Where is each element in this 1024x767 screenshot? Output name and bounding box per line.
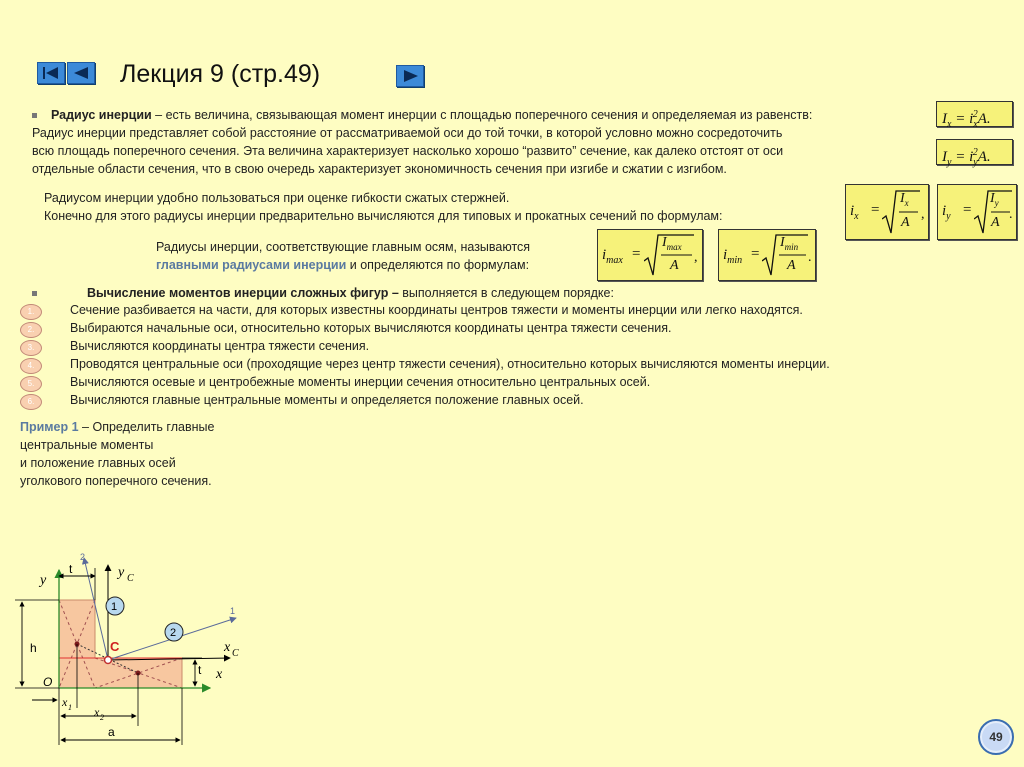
para2-line1: Радиусом инерции удобно пользоваться при оценке гибкости сжатых стержней.: [44, 191, 510, 205]
label-axis1: 1: [230, 606, 236, 616]
label-o: O: [43, 675, 53, 689]
label-t-top: t: [69, 562, 73, 576]
label-t-right: t: [198, 663, 202, 677]
circle2-label: 2: [170, 627, 177, 639]
page-title: Лекция 9 (стр.49): [120, 60, 321, 88]
previous-slide-button[interactable]: [67, 62, 95, 84]
step-text-2: Выбираются начальные оси, относительно которых вычисляются координаты центра тяжести сечения.: [70, 321, 672, 335]
label-x2-sub: 2: [100, 713, 104, 722]
label-y: y: [40, 573, 47, 588]
bullet-icon: [32, 291, 37, 296]
step-text-6: Вычисляются главные центральные моменты и определяется положение главных осей.: [70, 393, 584, 407]
step-button-4[interactable]: 4.: [20, 358, 42, 374]
step-text-4: Проводятся центральные оси (проходящие через центр тяжести сечения), относительно которых вычисляются моменты инерции.: [70, 357, 830, 371]
para1-line1: Радиус инерции – есть величина, связывающая момент инерции с площадью поперечного сечения и определяемая из равенств:: [32, 106, 812, 124]
label-c: C: [110, 639, 120, 654]
page-number-badge: 49: [978, 719, 1014, 755]
label-axis2: 2: [80, 552, 86, 562]
section2-heading: Вычисление моментов инерции сложных фигур – выполняется в следующем порядке:: [32, 284, 614, 302]
para1-line3: всю площадь поперечного сечения. Эта величина характеризует насколько хорошо “развито” сечение, как далеко отстоят от оси: [32, 144, 784, 158]
step-text-5: Вычисляются осевые и центробежные моменты инерции сечения относительно центральных осей.: [70, 375, 651, 389]
label-x: x: [216, 667, 223, 682]
label-x2: x: [94, 705, 100, 719]
label-xc: x: [224, 640, 231, 655]
formula-Iy: $I_y = i_y^2A$.: [936, 139, 1013, 165]
step-button-2[interactable]: 2.: [20, 322, 42, 338]
circle1-label: 1: [111, 601, 118, 613]
example-label: Пример 1: [20, 420, 79, 434]
label-h: h: [30, 641, 37, 655]
triangle-left-icon: [68, 63, 94, 83]
label-x1: x: [62, 695, 68, 709]
triangle-right-icon: [397, 66, 423, 86]
step-text-1: Сечение разбивается на части, для которых известны координаты центров тяжести и моменты инерции или легко находятся.: [70, 303, 803, 317]
step-text-3: Вычисляются координаты центра тяжести сечения.: [70, 339, 370, 353]
next-slide-button[interactable]: [396, 65, 424, 87]
para1-line2: Радиус инерции представляет собой расстояние от рассматриваемой оси до той точки, в которой условно можно сосредоточить: [32, 126, 783, 140]
label-yc: y: [118, 565, 125, 580]
para3-line1: Радиусы инерции, соответствующие главным осям, называются: [156, 240, 531, 254]
label-yc-sub: C: [127, 573, 134, 584]
term-radius: Радиус инерции: [51, 108, 152, 122]
highlight-main-radii: главными радиусами инерции: [156, 258, 347, 272]
example-block: Пример 1 – Определить главные центральные моменты и положение главных осей уголкового поперечного сечения.: [20, 420, 215, 488]
step-button-6[interactable]: 6.: [20, 394, 42, 410]
step-button-1[interactable]: 1.: [20, 304, 42, 320]
para1-line4: отдельные области сечения, что в свою очередь характеризует экономичность сечения при изгибе и сжатии с изгибом.: [32, 162, 727, 176]
formula-imin: $i_{min}$ = $I_{min}$ A .: [718, 229, 816, 281]
label-a: a: [108, 725, 115, 739]
para2-line2: Конечно для этого радиусы инерции предварительно вычисляются для типовых и прокатных сечений по формулам:: [44, 209, 723, 223]
formula-imax: $i_{max}$ = $I_{max}$ A ,: [597, 229, 703, 281]
para3-line2: главными радиусами инерции и определяются по формулам:: [156, 258, 530, 272]
step-button-3[interactable]: 3.: [20, 340, 42, 356]
formula-Ix: $I_x = i_x^2A$.: [936, 101, 1013, 127]
angle-section-diagram: [0, 540, 260, 755]
formula-iy: $i_y$ = $I_y$ A .: [937, 184, 1017, 240]
formula-ix: $i_x$ = $I_x$ A ,: [845, 184, 929, 240]
skip-back-icon: [38, 63, 64, 83]
label-xc-sub: C: [232, 648, 239, 659]
first-slide-button[interactable]: [37, 62, 65, 84]
step-button-5[interactable]: 5.: [20, 376, 42, 392]
bullet-icon: [32, 113, 37, 118]
label-x1-sub: 1: [68, 703, 72, 712]
